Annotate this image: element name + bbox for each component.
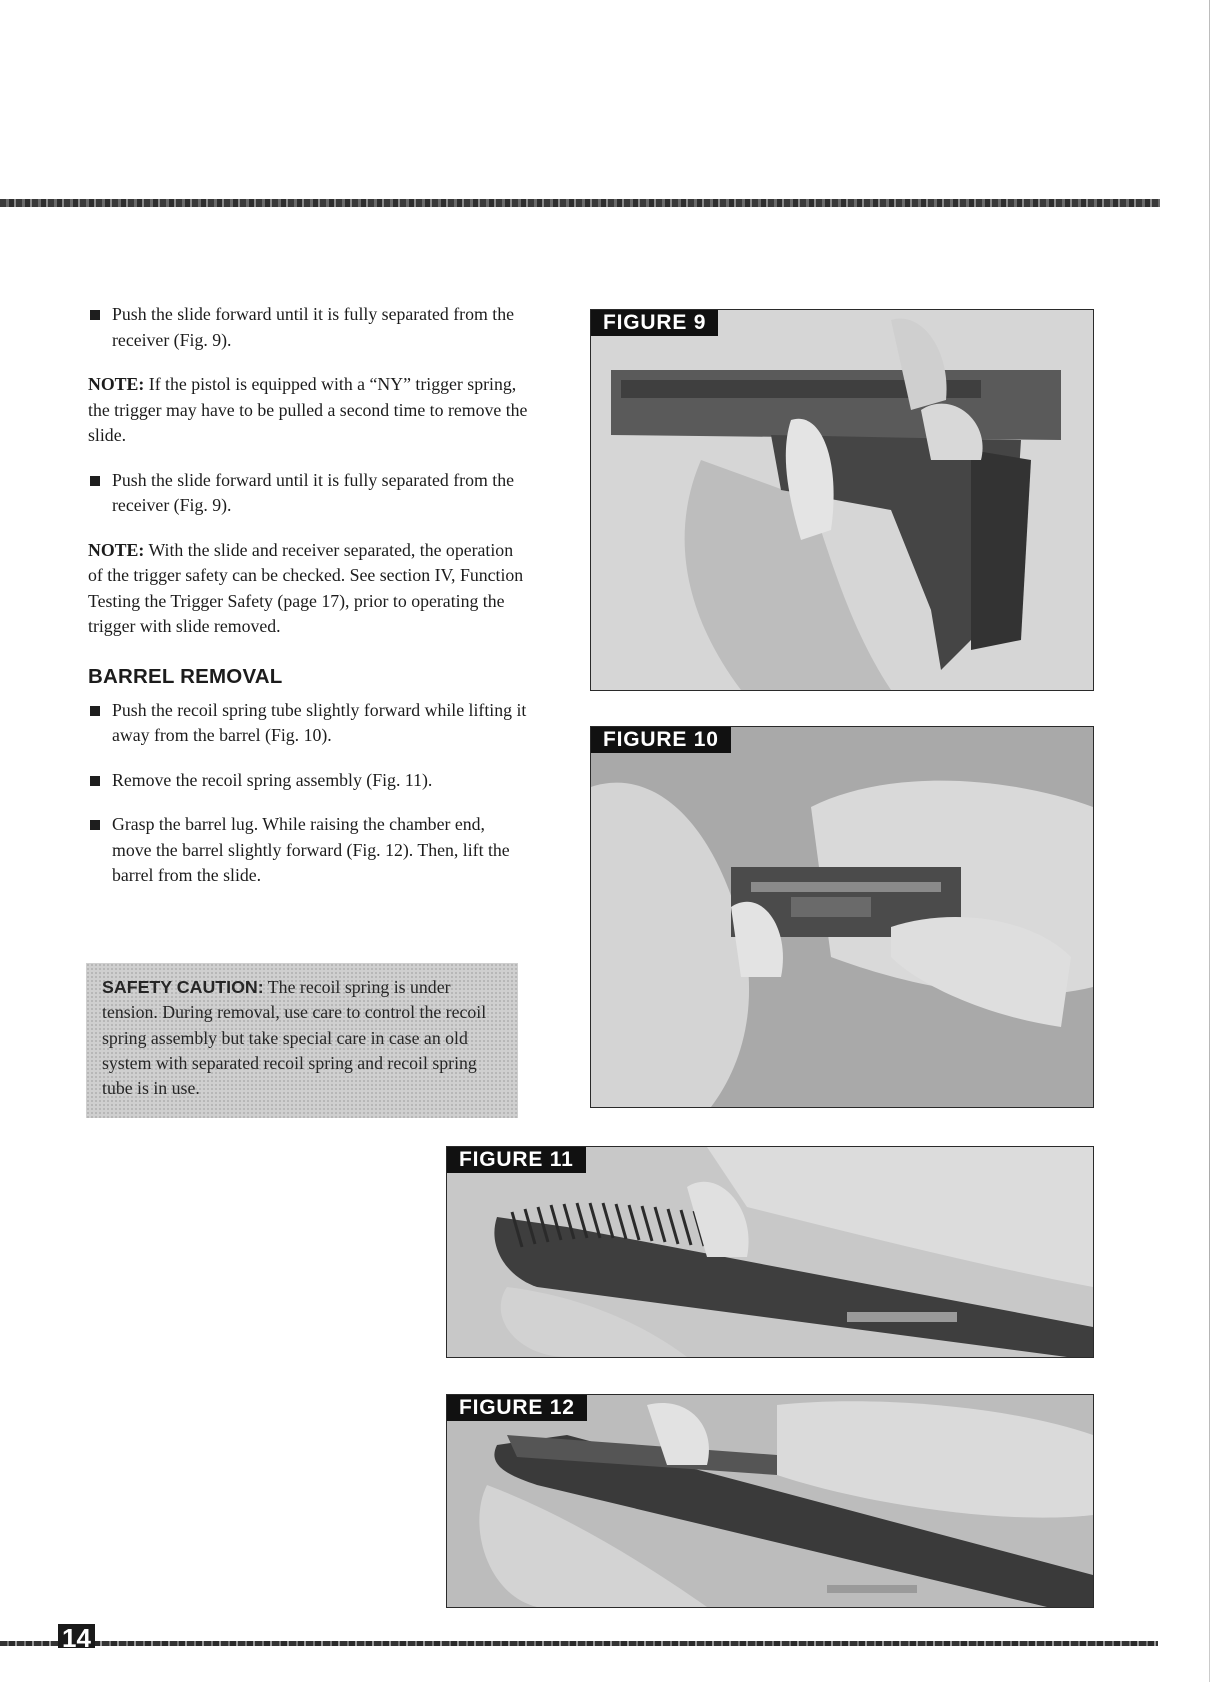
bullet-square-icon (90, 776, 100, 786)
bullet-square-icon (90, 310, 100, 320)
bullet-square-icon (90, 476, 100, 486)
bullet-square-icon (90, 820, 100, 830)
figure-10-photo (591, 727, 1093, 1107)
bullet-text: Remove the recoil spring assembly (Fig. 11). (112, 769, 433, 790)
figure-label: FIGURE 10 (591, 727, 731, 753)
figure-12-photo (447, 1395, 1093, 1607)
note-label: NOTE: (88, 539, 145, 560)
bullet-item (88, 812, 528, 889)
safety-caution-box (86, 963, 518, 1118)
figure-10 (590, 726, 1094, 1108)
scan-edge (1209, 0, 1210, 1682)
figure-9 (590, 309, 1094, 691)
caution-label: SAFETY CAUTION: (102, 977, 264, 997)
bullet-item (88, 768, 528, 794)
note-paragraph (88, 538, 528, 640)
bullet-text: Push the recoil spring tube slightly forward while lifting it away from the barrel (Fig. 10). (112, 699, 527, 745)
note-paragraph (88, 372, 528, 449)
bullet-text: Grasp the barrel lug. While raising the chamber end, move the barrel slightly forward (Fig. 12). Then, lift the barrel from the slide. (112, 814, 510, 885)
top-rule (0, 199, 1160, 207)
note-label: NOTE: (88, 374, 145, 394)
figure-label: FIGURE 12 (447, 1395, 587, 1421)
figure-11-photo (447, 1147, 1093, 1357)
bullet-text: Push the slide forward until it is fully separated from the receiver (Fig. 9). (112, 469, 514, 515)
note-text: If the pistol is equipped with a “NY” trigger spring, the trigger may have to be pulled a second time to remove the slide. (88, 374, 528, 445)
section-heading: BARREL REMOVAL (88, 664, 283, 688)
note-text: With the slide and receiver separated, the operation of the trigger safety can be checked. See section IV, Function Testing the Trigger Safety (page 17), prior to operating the trigger with slide removed. (88, 539, 524, 636)
instruction-column (88, 302, 528, 908)
figure-label: FIGURE 9 (591, 310, 718, 336)
figure-11 (446, 1146, 1094, 1358)
caution-text: The recoil spring is under tension. During removal, use care to control the recoil spring assembly but take special care in case an old system with separated recoil spring and recoil spring tube is in use. (102, 977, 487, 1099)
page-number: 14 (58, 1624, 95, 1648)
bullet-item (88, 302, 528, 353)
bullet-square-icon (90, 706, 100, 716)
bullet-item (88, 698, 528, 749)
bottom-rule (0, 1641, 1158, 1646)
bullet-item (88, 468, 528, 519)
figure-12 (446, 1394, 1094, 1608)
figure-9-photo (591, 310, 1093, 690)
bullet-text: Push the slide forward until it is fully separated from the receiver (Fig. 9). (112, 304, 514, 350)
figure-label: FIGURE 11 (447, 1147, 586, 1173)
